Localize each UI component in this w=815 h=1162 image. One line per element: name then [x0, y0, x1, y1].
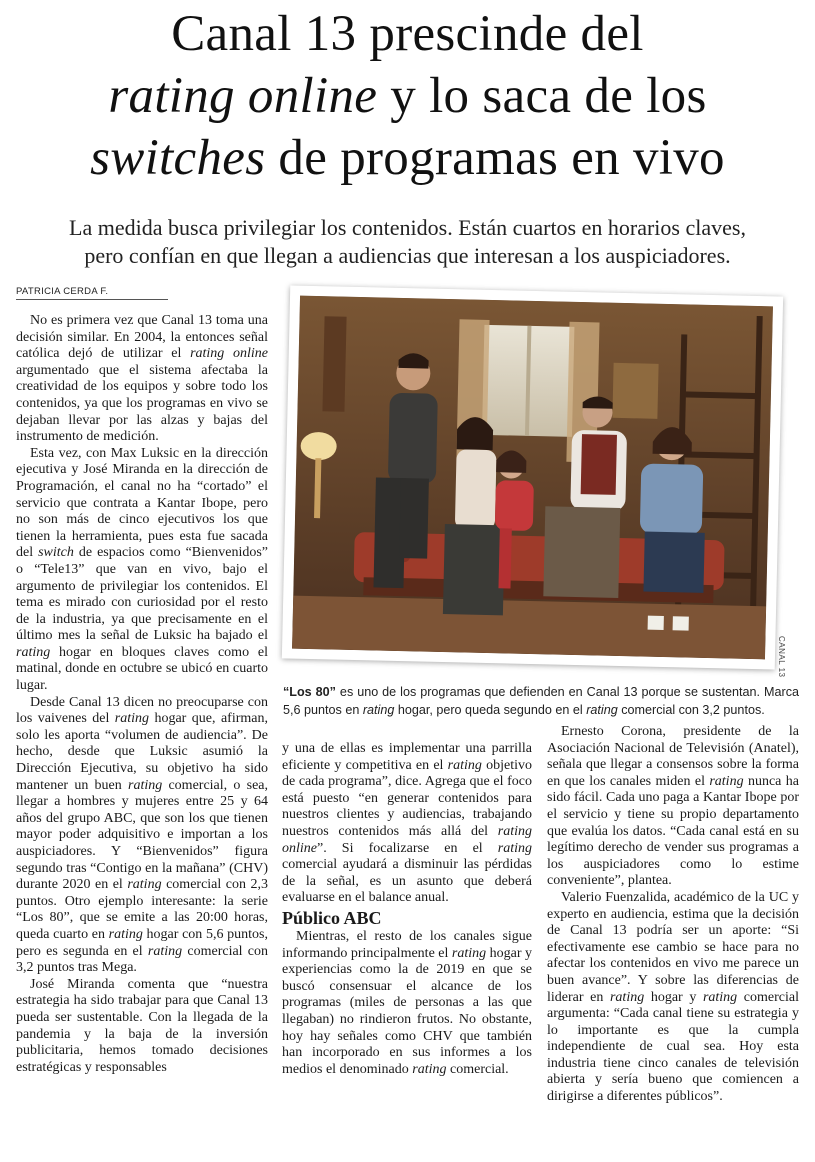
article-column-1 [16, 313, 268, 1076]
headline-line-1: Canal 13 prescinde del [171, 6, 644, 62]
col2-paragraph-1: y una de ellas es implementar una parrilla eficiente y competitiva en el rating objetivo de cada programa”, dice. Agrega que el foco está puesto “en generar contenidos para nuestros clientes y audiencias, trabajando nuestros contenidos más allá del rating online”. Si focalizarse en el rating comercial ayudará a disminuir las pérdidas de la señal, es un asunto que deberá evaluarse en el balance anual. [282, 741, 533, 906]
photo-frame [282, 285, 783, 669]
photo-credit: CANAL 13 [777, 636, 786, 678]
headline-line-2: rating online y lo saca de los [108, 68, 707, 124]
col1-paragraph-2: Esta vez, con Max Luksic en la dirección ejecutiva y José Miranda en la dirección de Programación, el canal no ha “cortado” el servicio que contrata a Kantar Ibope, pero no son más de cinco ejecutivos los que tienen la herramienta, pues esta fue sacada del switch de espacios como “Bienvenidos” o “Tele13” que van en vivo, bajo el argumento de privilegiar los contenidos. El tema es mirado con curiosidad por el resto de la industria, ya que precisamente en el último mes la señal de Luksic ha bajado el rating hogar en bloques claves como el matinal, donde en octubre se ubicó en cuarto lugar. [16, 445, 268, 694]
byline: PATRICIA CERDA F. [16, 286, 168, 300]
col3-paragraph-2: Valerio Fuenzalida, académico de la UC y experto en audiencia, estima que la decisión de Canal 13 podría ser un aporte: “Si efectivamente ese cambio se hace para no afectar los contenidos en vivo me parece un buen avance”. Y sobre las diferencias de liderar en rating hogar y rating comercial argumenta: “Cada canal tiene su estrategia y lo importante es que la cumpla independiente de cual sea. Hoy esta industria tiene cinco canales de televisión abierta y sería bueno que comiencen a dirigirse a diferentes públicos”. [547, 889, 799, 1105]
article-column-3 [547, 724, 799, 1106]
headline-italic-switches: switches [90, 130, 266, 186]
deck-line-2: pero confían en que llegan a audiencias que interesan a los auspiciadores. [84, 243, 731, 268]
col3-paragraph-1: Ernesto Corona, presidente de la Asociación Nacional de Televisión (Anatel), señala que llegar a consensos sobre la forma en que los canales miden el rating nunca ha sido fácil. Cada uno paga a Kantar Ibope por el servicio y tiene su propio departamento que evalúa los datos. “Cada canal está en su legítimo derecho de vender sus programas a los auspiciadores como lo estime conveniente”, plantea. [547, 724, 799, 889]
subhead-publico-abc: Público ABC [282, 907, 382, 928]
col1-paragraph-4: José Miranda comenta que “nuestra estrategia ha sido trabajar para que Canal 13 pueda ser sustentable. Con la llegada de la pandemia y la baja de la inversión publicitaria, hemos tomado decisiones estratégicas y responsables [16, 976, 268, 1075]
headline-italic-rating-online: rating online [108, 68, 378, 124]
col2-paragraph-2: Mientras, el resto de los canales sigue informando principalmente el rating hogar y experiencias como la de 2019 en que se buscó consensuar el alcance de los programas (miles de personas a las que llegaban) no rindieron frutos. No obstante, hoy hay señales como CHV que también han incorporado en sus informes a los medios el denominado rating comercial. [282, 928, 533, 1077]
photo-caption: “Los 80” es uno de los programas que defienden en Canal 13 porque se sustentan. Marca 5,6 puntos en rating hogar, pero queda segundo en el rating comercial con 3,2 puntos. [283, 685, 799, 717]
deck-line-1: La medida busca privilegiar los contenidos. Están cuartos en horarios claves, [69, 215, 746, 240]
cast-photo-illustration [292, 296, 773, 660]
col1-paragraph-3: Desde Canal 13 dicen no preocuparse con los vaivenes del rating hogar que, afirman, solo les aporta “volumen de audiencia”. De hecho, desde que Luksic asumió la Dirección Ejecutiva, su objetivo ha sido mantener un buen rating comercial, o sea, llegar a hombres y mujeres entre 25 y 64 años del grupo ABC, que son los que tienen mayor poder adquisitivo e importan a los auspiciadores. Y “Bienvenidos” figura segundo tras “Contigo en la mañana” (CHV) durante 2020 en el rating comercial con 2,3 puntos. Otro ejemplo interesante: la serie “Los 80”, que se emite a las 20:00 horas, queda cuarto en rating hogar con 5,6 puntos, pero es segunda en el rating comercial con 3,2 puntos tras Mega. [16, 694, 269, 976]
cast-photo [292, 296, 773, 660]
caption-show-name: “Los 80” [283, 685, 336, 699]
headline-line-3: switches de programas en vivo [90, 130, 725, 186]
col1-paragraph-1: No es primera vez que Canal 13 toma una decisión similar. En 2004, la entonces señal católica dejó de utilizar el rating online argumentado que el sistema afectaba la creatividad de los equipos y sobre todo los contenidos, ya que los programas en vivo se dejaban llevar por las alzas y bajas del instrumento de medición. [16, 313, 268, 445]
article-column-2 [282, 741, 532, 1078]
